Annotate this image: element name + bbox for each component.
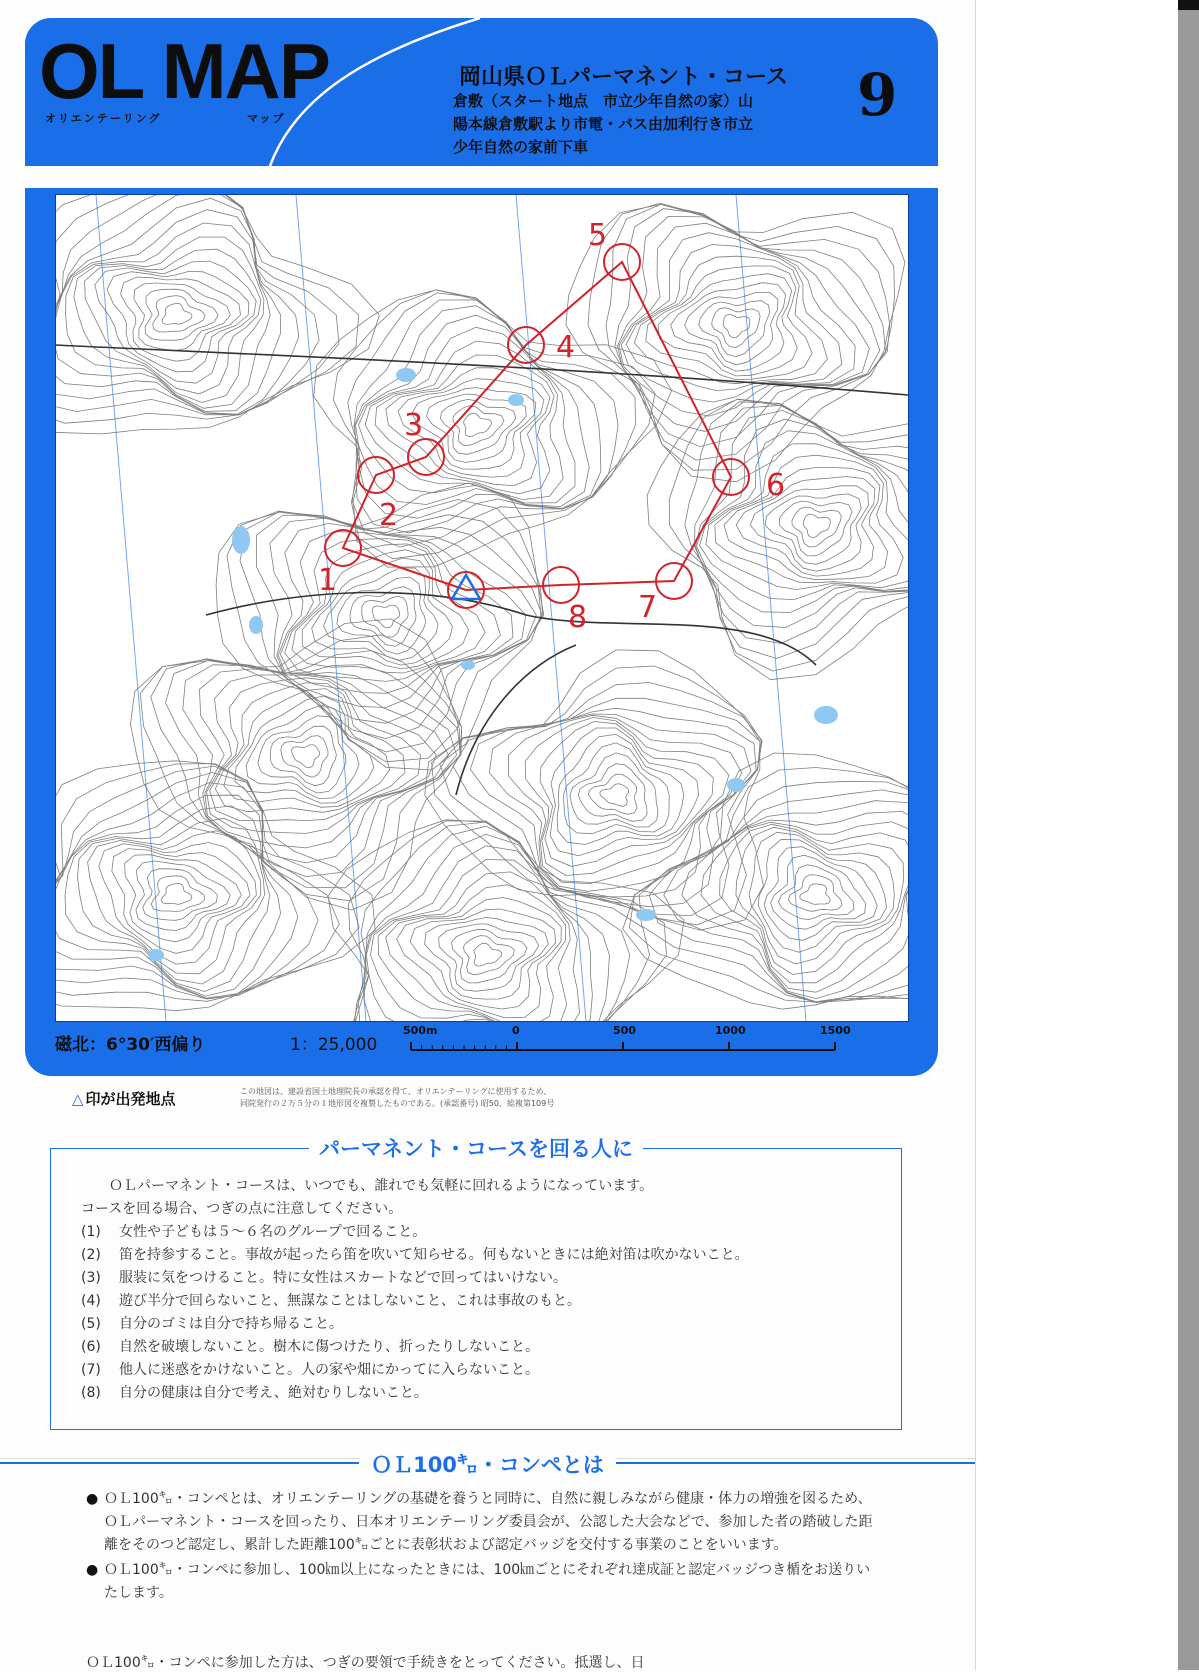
control-number: 6: [766, 468, 786, 503]
scale-label: 0: [512, 1024, 520, 1037]
start-point-label: 印が出発地点: [85, 1090, 176, 1108]
control-number: 3: [404, 408, 424, 443]
map-legend-row: [25, 1024, 938, 1070]
scale-ratio: 1：25,000: [290, 1035, 378, 1055]
magnetic-declination: 磁北：6°30′西偏り: [55, 1035, 206, 1055]
scale-label: 500: [613, 1024, 636, 1037]
scale-label: 1000: [715, 1024, 746, 1037]
bullet-item: ● ＯＬ100㌔・コンペとは、オリエンテーリングの基礎を養うと同時に、自然に親しみながら健康・体力の増強を図るため、ＯＬパーマネント・コースを回ったり、日本オリエンテーリング委員会が、公認した大会などで、参加した者の踏破した距離をそのつど認定し、累計した距離100㌔ごとに表彰状および認定バッジを交付する事業のことをいいます。: [86, 1488, 876, 1557]
rules-section: [50, 1137, 902, 1430]
map-credit-line: この地図は、建設省国土地理院長の承認を得て、オリエンテーリングに使用するため、: [240, 1087, 552, 1096]
rule-item: (2) 笛を持参すること。事故が起ったら笛を吹いて知らせる。何もないときには絶対笛は吹かないこと。: [81, 1247, 749, 1263]
logo-subtitle-right: マップ: [247, 112, 286, 125]
triangle-icon: △: [72, 1090, 84, 1108]
rules-intro: ＯＬパーマネント・コースは、いつでも、誰れでも気軽に回れるようになっています。: [109, 1178, 654, 1194]
control-number: 5: [588, 218, 608, 253]
rules-title: パーマネント・コースを回る人に: [51, 1133, 901, 1163]
bullet-icon: ●: [86, 1562, 99, 1578]
course-info-line: 陽本線倉敷駅より市電・バス由加利行き市立: [453, 115, 754, 133]
rule-item: (1) 女性や子どもは５～６名のグループで回ること。: [81, 1224, 427, 1240]
ol100-body: [86, 1488, 876, 1607]
rules-body: [81, 1175, 881, 1405]
topographic-map: [55, 194, 909, 1022]
control-number: 1: [318, 563, 338, 598]
bullet-item: ● ＯＬ100㌔・コンペに参加し、100㎞以上になったときには、100㎞ごとにそれぞれ達成証と認定バッジつき楯をお送りいたします。: [86, 1559, 876, 1605]
course-number: 9: [857, 61, 898, 129]
rules-intro: コースを回る場合、つぎの点に注意してください。: [81, 1201, 403, 1217]
scale-label: 500m: [403, 1024, 438, 1037]
scale-bar: [25, 1030, 938, 1070]
rule-item: (3) 服装に気をつけること。特に女性はスカートなどで回ってはいけない。: [81, 1270, 567, 1286]
map-canvas: [56, 195, 908, 1021]
header-banner: [25, 18, 938, 166]
map-credit-line: 同院発行の２万５分の１地形図を複製したものである。(承認番号) 昭50、総複第109号: [240, 1099, 555, 1108]
control-number: 4: [556, 330, 576, 365]
scale-label: 1500: [820, 1024, 851, 1037]
bullet-icon: ●: [86, 1491, 99, 1507]
logo-title: OL MAP: [39, 27, 329, 115]
course-title: 岡山県ＯＬパーマネント・コース: [459, 65, 788, 90]
control-number: 7: [638, 590, 658, 625]
course-info-line: 倉敷（スタート地点 市立少年自然の家）山: [453, 92, 754, 110]
scan-edge: [1178, 0, 1199, 1670]
scan-edge-dark: [1178, 0, 1199, 10]
course-info-line: 少年自然の家前下車: [453, 138, 589, 156]
control-number: 8: [568, 600, 588, 635]
ol100-title: ＯＬ100㌔・コンペとは: [0, 1449, 975, 1479]
rule-item: (5) 自分のゴミは自分で持ち帰ること。: [81, 1316, 343, 1332]
map-frame: [25, 188, 938, 1076]
rule-item: (7) 他人に迷惑をかけないこと。人の家や畑にかってに入らないこと。: [81, 1362, 539, 1378]
rule-item: (8) 自分の健康は自分で考え、絶対むりしないこと。: [81, 1385, 428, 1401]
rule-item: (6) 自然を破壊しないこと。樹木に傷つけたり、折ったりしないこと。: [81, 1339, 539, 1355]
rule-item: (4) 遊び半分で回らないこと、無謀なことはしないこと、これは事故のもと。: [81, 1293, 581, 1309]
logo-subtitle-left: オリエンテーリング: [45, 112, 162, 125]
ol100-tail-text: ＯＬ100㌔・コンペに参加した方は、つぎの要領で手続きをとってください。抵選し、日: [86, 1655, 645, 1671]
start-point-note: [72, 1088, 176, 1109]
control-number: 2: [379, 498, 399, 533]
